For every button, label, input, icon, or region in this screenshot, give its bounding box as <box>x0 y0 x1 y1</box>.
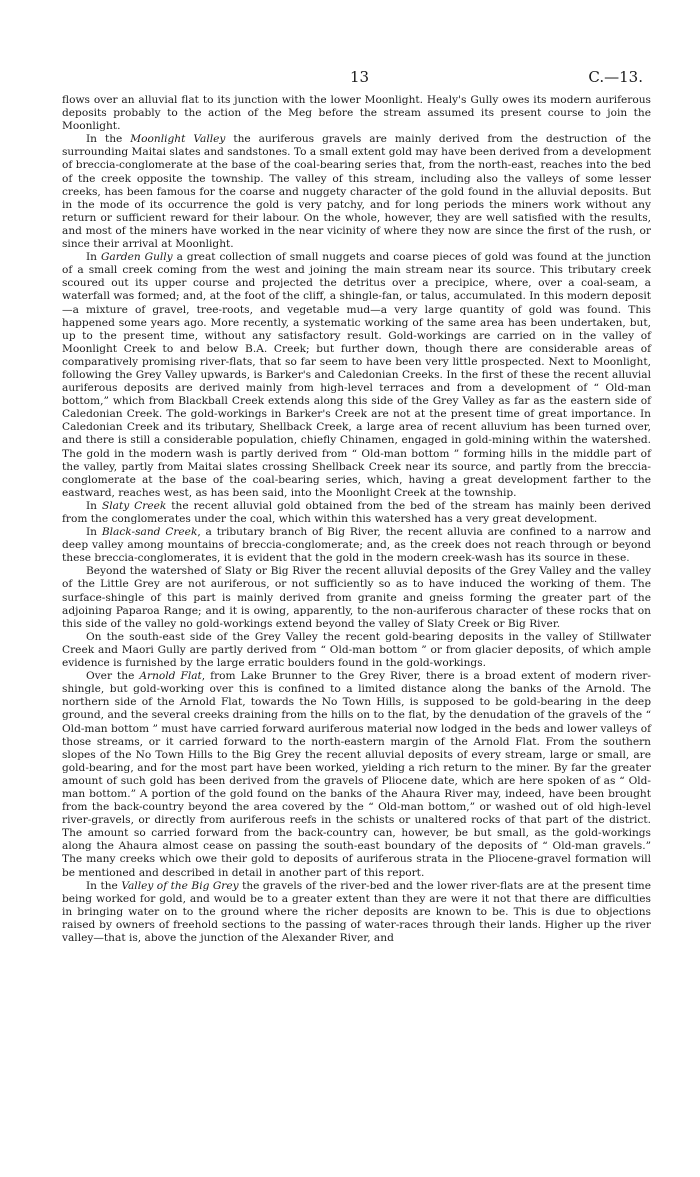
paragraph-lead-italic: Black-sand Creek <box>101 526 198 539</box>
paragraph-text: Beyond the watershed of Slaty or Big River the recent alluvial deposits of the Grey Valley and the valley of the Little Grey are not auriferous, or not sufficiently so as to have induced the working of them. The surface-shingle of this part is mainly derived from granite and gneiss forming the greater part of the adjoining Paparoa Range; and it is owing, apparently, to the non-auriferous character of these rocks that on this side of the valley no gold-workings extend beyond the valley of Slaty Creek or Big River. <box>62 565 651 630</box>
paragraph-text: , from Lake Brunner to the Grey River, there is a broad extent of modern river-shingle, but gold-working over this is confined to a limited distance along the banks of the Arnold. The northern side of the Arnold Flat, towards the No Town Hills, is supposed to be gold-bearing in the deep ground, and the several creeks draining from the hills on to the flat, by the denudation of the gravels of the “ Old-man bottom ” must have carried forward auriferous material now lodged in the beds and lower valleys of those streams, or it carried forward to the north-eastern margin of the Arnold Flat. From the southern slopes of the No Town Hills to the Big Grey the recent alluvial deposits of every stream, large or small, are gold-bearing, and for the most part have been worked, yielding a rich return to the miner. By far the greater amount of such gold has been derived from the gravels of Pliocene date, which are here spoken of as “ Old-man bottom.” A portion of the gold found on the banks of the Ahaura River may, indeed, have been brought from the back-country beyond the area covered by the “ Old-man bottom,” or washed out of old high-level river-gravels, or directly from auriferous reefs in the schists or unaltered rocks of that part of the district. The amount so carried forward from the back-country can, however, be but small, as the gold-workings along the Ahaura almost cease on passing the south-east boundary of the deposits of “ Old-man gravels.” The many creeks which owe their gold to deposits of auriferous strata in the Pliocene-gravel formation will be mentioned and described in detail in another part of this report. <box>62 670 651 879</box>
body-text <box>62 94 651 945</box>
page-header <box>62 68 651 90</box>
paragraph-lead-italic: Arnold Flat <box>139 670 202 683</box>
paragraph-lead-italic: Slaty Creek <box>101 499 167 512</box>
paragraph-text: flows over an alluvial flat to its junction with the lower Moonlight. Healy's Gully owes its modern auriferous deposits probably to the action of the Meg before the stream assumed its present course to join the Moonlight. <box>62 94 651 133</box>
paragraph-text: the auriferous gravels are mainly derived from the destruction of the surrounding Maitai slates and sandstones. To a small extent gold may have been derived from a development of breccia-conglomerate at the base of the coal-bearing series that, from the north-east, reaches into the bed of the creek opposite the township. The valley of this stream, including also the valleys of some lesser creeks, has been famous for the coarse and nuggety character of the gold found in the alluvial deposits. But in the mode of its occurrence the gold is very patchy, and for long periods the miners work without any return or sufficient reward for their labour. On the whole, however, they are well satisfied with the results, and most of the miners have worked in the near vicinity of where they now are since the first of the rush, or since their arrival at Moonlight. <box>62 133 652 251</box>
paragraph-text: , a tributary branch of Big River, the recent alluvia are confined to a narrow and deep valley among mountains of breccia-conglomerate; and, as the creek does not reach through or beyond these breccia-conglomerates, it is evident that the gold in the modern creek-wash has its source in these. <box>62 526 651 565</box>
paragraph <box>62 631 651 670</box>
paragraph-lead-italic: Valley of the Big Grey <box>121 879 239 892</box>
paragraph-text: the gravels of the river-bed and the lower river-flats are at the present time being worked for gold, and would be to a greater extent than they are were it not that there are difficulties in bringing water on to the ground where the richer deposits are known to be. This is due to objections raised by owners of freehold sections to the passing of water-races through their lands. Higher up the river valley—that is, above the junction of the Alexander River, and <box>62 879 651 944</box>
paragraph <box>62 565 651 630</box>
paragraph <box>62 670 651 880</box>
paragraph-prefix: In the <box>86 133 131 146</box>
paragraph <box>62 880 651 945</box>
paragraph-prefix: In the <box>86 879 122 892</box>
paragraph-prefix: In <box>86 499 102 512</box>
paragraph <box>62 94 651 133</box>
paragraph-lead-italic: Moonlight Valley <box>130 133 226 146</box>
paragraph-text: On the south-east side of the Grey Valley the recent gold-bearing deposits in the valley of Stillwater Creek and Maori Gully are partly derived from “ Old-man bottom ” or from glacier deposits, of which ample evidence is furnished by the large erratic boulders found in the gold-workings. <box>62 630 651 670</box>
paragraph-text: a great collection of small nuggets and coarse pieces of gold was found at the junction of a small creek coming from the west and joining the main stream near its source. This tributary creek scoured out its upper course and projected the detritus over a precipice, where, over a coal-seam, a waterfall was formed; and, at the foot of the cliff, a shingle-fan, or talus, accumulated. In this modern deposit—a mixture of gravel, tree-roots, and vegetable mud—a very large quantity of gold was found. This happened some years ago. More recently, a systematic working of the same area has been undertaken, but, up to the present time, without any satisfactory result. Gold-workings are carried on in the valley of Moonlight Creek to and below B.A. Creek; but further down, though there are considerable areas of comparatively promising river-flats, that so far seem to have been very little prospected. Next to Moonlight, following the Grey Valley upwards, is Barker's and Caledonian Creeks. In the first of these the recent alluvial auriferous deposits are derived mainly from high-level terraces and from a development of “ Old-man bottom,” which from Blackball Creek extends along this side of the Grey Valley as far as the eastern side of Caledonian Creek. The gold-workings in Barker's Creek are not at the present time of great importance. In Caledonian Creek and its tributary, Shellback Creek, a large area of recent alluvium has been turned over, and there is still a considerable population, chiefly Chinamen, engaged in gold-mining within the watershed. The gold in the modern wash is partly derived from “ Old-man bottom ” forming hills in the middle part of the valley, partly from Maitai slates crossing Shellback Creek near its source, and partly from the breccia-conglomerate at the base of the coal-bearing series, which, having a great development farther to the eastward, reaches west, as has been said, into the Moonlight Creek at the township. <box>62 251 651 499</box>
paragraph-prefix: Over the <box>86 670 140 683</box>
paragraph-text: the recent alluvial gold obtained from the bed of the stream has mainly been derived from the conglomerates under the coal, which within this watershed has a very great development. <box>62 499 651 525</box>
page-number: 13 <box>350 68 370 86</box>
paragraph-prefix: In <box>86 526 102 539</box>
paragraph-prefix: In <box>86 251 101 264</box>
paragraph <box>62 500 651 526</box>
paragraph <box>62 526 651 565</box>
paragraph-lead-italic: Garden Gully <box>100 251 173 264</box>
paragraph <box>62 133 651 251</box>
document-code: C.—13. <box>588 68 643 86</box>
paragraph <box>62 251 651 500</box>
